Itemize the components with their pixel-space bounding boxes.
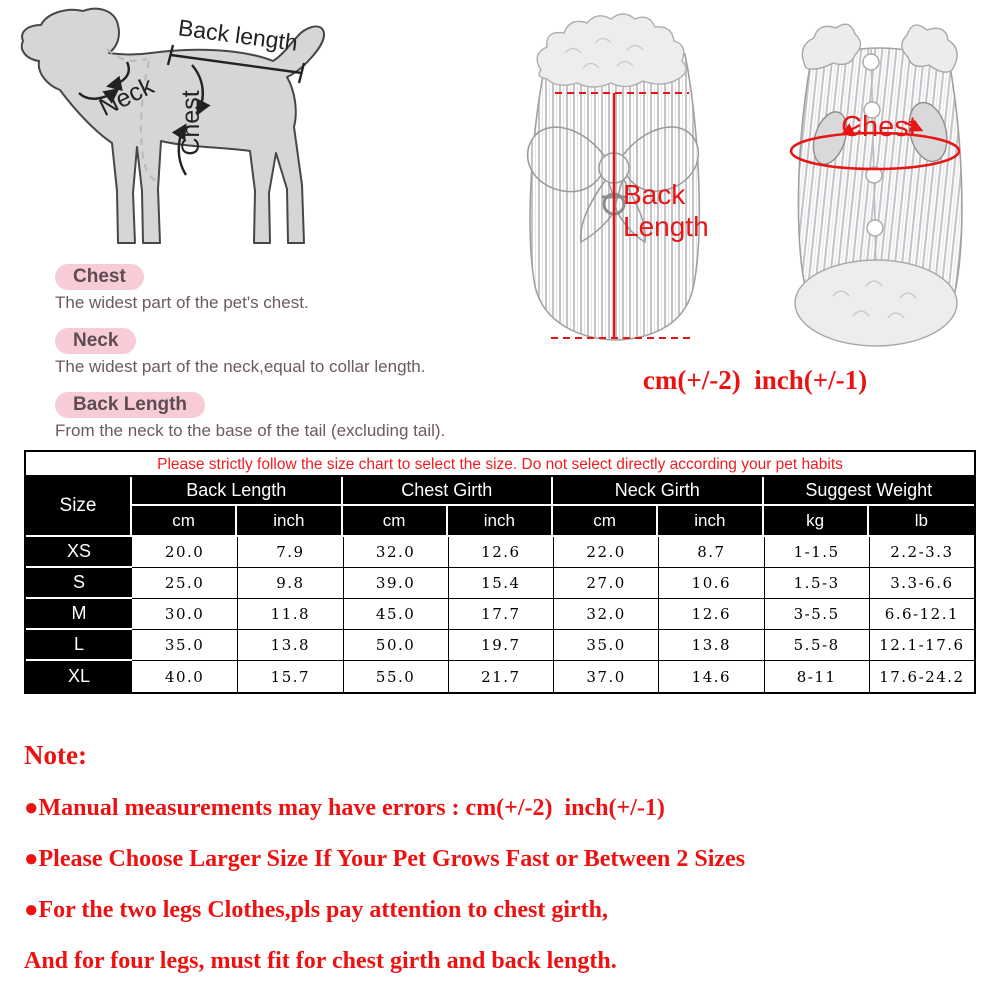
note-line: ●For the two legs Clothes,pls pay attention to chest girth,	[24, 897, 609, 923]
chest-label: Chest	[177, 90, 205, 156]
definition-back-length	[55, 392, 485, 443]
value-cell: 50.0	[343, 630, 448, 661]
back-length-definition-text: From the neck to the base of the tail (excluding tail).	[55, 421, 446, 440]
unit-header: inch	[658, 506, 763, 535]
definition-neck	[55, 328, 485, 379]
unit-header: kg	[764, 506, 869, 535]
chest-annotation-label: Chest	[841, 111, 917, 143]
value-cell: 15.4	[448, 568, 553, 599]
neck-term-pill: Neck	[55, 328, 136, 354]
size-table-header	[26, 477, 974, 537]
note-line: ●Please Choose Larger Size If Your Pet Grows Fast or Between 2 Sizes	[24, 846, 746, 872]
table-row-xs	[26, 537, 974, 568]
value-cell: 5.5-8	[764, 630, 869, 661]
value-cell: 17.6-24.2	[869, 661, 974, 692]
value-cell: 30.0	[132, 599, 237, 630]
measurement-definitions	[55, 264, 485, 456]
value-cell: 11.8	[237, 599, 342, 630]
fur-hem	[795, 260, 957, 346]
column-group-neck-girth: Neck Girth	[553, 477, 764, 506]
value-cell: 10.6	[658, 568, 763, 599]
value-cell: 22.0	[553, 537, 658, 568]
value-cell: 8.7	[658, 537, 763, 568]
note-section	[24, 740, 984, 999]
size-table-notice: Please strictly follow the size chart to select the size. Do not select directly according your pet habits	[26, 452, 974, 477]
value-cell: 32.0	[343, 537, 448, 568]
column-group-back-length: Back Length	[132, 477, 343, 506]
value-cell: 39.0	[343, 568, 448, 599]
value-cell: 12.1-17.6	[869, 630, 974, 661]
size-table	[24, 450, 976, 694]
back-length-term-pill: Back Length	[55, 392, 205, 418]
back-length-label: Back length	[176, 14, 300, 56]
value-cell: 8-11	[764, 661, 869, 692]
unit-header: cm	[343, 506, 448, 535]
value-cell: 37.0	[553, 661, 658, 692]
table-row-s	[26, 568, 974, 599]
unit-header: lb	[869, 506, 974, 535]
fur-collar	[537, 14, 686, 87]
note-line: And for four legs, must fit for chest girth and back length.	[24, 948, 617, 974]
value-cell: 35.0	[132, 630, 237, 661]
value-cell: 35.0	[553, 630, 658, 661]
column-group-suggest-weight: Suggest Weight	[764, 477, 975, 506]
table-row-l	[26, 630, 974, 661]
value-cell: 1.5-3	[764, 568, 869, 599]
value-cell: 45.0	[343, 599, 448, 630]
vest-front-illustration	[495, 8, 735, 353]
value-cell: 2.2-3.3	[869, 537, 974, 568]
value-cell: 32.0	[553, 599, 658, 630]
value-cell: 9.8	[237, 568, 342, 599]
vest-back-illustration	[758, 8, 1000, 353]
unit-header: inch	[237, 506, 342, 535]
value-cell: 25.0	[132, 568, 237, 599]
tolerance-note: cm(+/-2) inch(+/-1)	[642, 365, 868, 395]
back-length-annotation-label-1: Back	[623, 179, 686, 210]
value-cell: 7.9	[237, 537, 342, 568]
chest-definition-text: The widest part of the pet's chest.	[55, 293, 309, 312]
value-cell: 55.0	[343, 661, 448, 692]
size-cell: M	[26, 599, 132, 630]
value-cell: 19.7	[448, 630, 553, 661]
value-cell: 6.6-12.1	[869, 599, 974, 630]
value-cell: 14.6	[658, 661, 763, 692]
value-cell: 12.6	[448, 537, 553, 568]
neck-label: Neck	[94, 71, 159, 122]
note-line: ●Manual measurements may have errors : cm(+/-2) inch(+/-1)	[24, 795, 665, 821]
value-cell: 3-5.5	[764, 599, 869, 630]
value-cell: 40.0	[132, 661, 237, 692]
table-row-xl	[26, 661, 974, 692]
value-cell: 13.8	[658, 630, 763, 661]
value-cell: 1-1.5	[764, 537, 869, 568]
value-cell: 13.8	[237, 630, 342, 661]
column-group-chest-girth: Chest Girth	[343, 477, 554, 506]
size-cell: S	[26, 568, 132, 599]
table-row-m	[26, 599, 974, 630]
neck-definition-text: The widest part of the neck,equal to collar length.	[55, 357, 426, 376]
dog-measurement-diagram	[15, 5, 360, 265]
value-cell: 12.6	[658, 599, 763, 630]
definition-chest	[55, 264, 485, 315]
value-cell: 20.0	[132, 537, 237, 568]
note-title: Note:	[24, 740, 87, 770]
size-cell: XL	[26, 661, 132, 692]
value-cell: 21.7	[448, 661, 553, 692]
column-header-size: Size	[26, 477, 132, 535]
value-cell: 17.7	[448, 599, 553, 630]
value-cell: 3.3-6.6	[869, 568, 974, 599]
value-cell: 27.0	[553, 568, 658, 599]
chest-term-pill: Chest	[55, 264, 144, 290]
value-cell: 15.7	[237, 661, 342, 692]
size-cell: XS	[26, 537, 132, 568]
size-cell: L	[26, 630, 132, 661]
unit-header: cm	[132, 506, 237, 535]
unit-header: inch	[448, 506, 553, 535]
unit-header: cm	[553, 506, 658, 535]
back-length-annotation-label-2: Length	[623, 211, 709, 242]
